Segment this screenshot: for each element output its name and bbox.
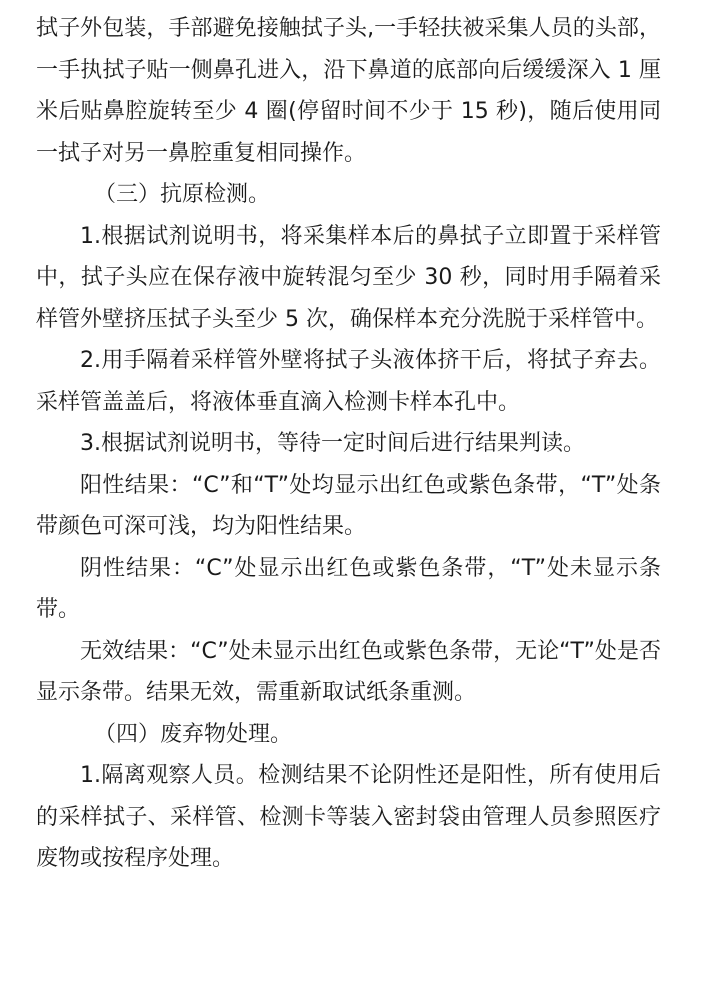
paragraph-step-1-sample-tube: 1.根据试剂说明书，将采集样本后的鼻拭子立即置于采样管中，拭子头应在保存液中旋转混匀至少 30 秒，同时用手隔着采样管外壁挤压拭子头至少 5 次，确保样本充分洗脱于采样管中。 — [36, 223, 661, 332]
paragraph-swab-procedure: 拭子外包装，手部避免接触拭子头,一手轻扶被采集人员的头部，一手执拭子贴一侧鼻孔进入，沿下鼻道的底部向后缓缓深入 1 厘米后贴鼻腔旋转至少 4 圈(停留时间不少于 15 秒)，随后使用同一拭子对另一鼻腔重复相同操作。 — [36, 16, 661, 166]
paragraph-step-2-drop-sample: 2.用手隔着采样管外壁将拭子头液体挤干后，将拭子弃去。采样管盖盖后，将液体垂直滴入检测卡样本孔中。 — [36, 348, 661, 415]
paragraph-waste-step-1: 1.隔离观察人员。检测结果不论阴性还是阳性，所有使用后的采样拭子、采样管、检测卡等装入密封袋由管理人员参照医疗废物或按程序处理。 — [36, 763, 661, 871]
paragraph-invalid-result: 无效结果：“C”处未显示出红色或紫色条带，无论“T”处是否显示条带。结果无效，需重新取试纸条重测。 — [36, 638, 661, 705]
paragraph-step-3-read-result: 3.根据试剂说明书，等待一定时间后进行结果判读。 — [80, 431, 585, 456]
section-heading-antigen-test: （三）抗原检测。 — [94, 182, 271, 207]
section-heading-waste-disposal: （四）废弃物处理。 — [94, 721, 293, 747]
paragraph-negative-result: 阴性结果：“C”处显示出红色或紫色条带，“T”处未显示条带。 — [36, 555, 661, 622]
paragraph-positive-result: 阳性结果：“C”和“T”处均显示出红色或紫色条带，“T”处条带颜色可深可浅，均为阳性结果。 — [36, 472, 661, 539]
